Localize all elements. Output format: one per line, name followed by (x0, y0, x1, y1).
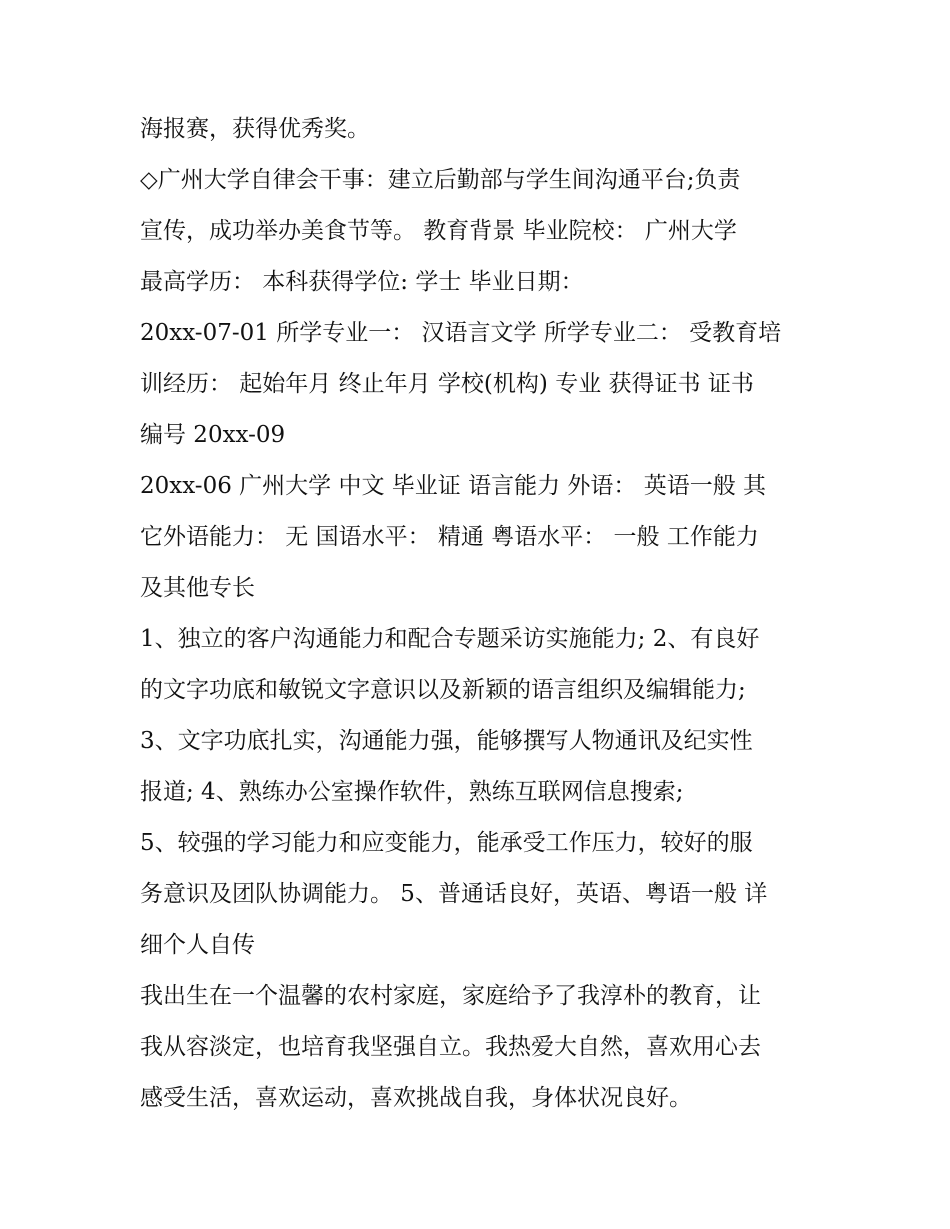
text-line: 海报赛，获得优秀奖。 (140, 116, 370, 142)
text-line: 报道; 4、熟练办公室操作软件，熟练互联网信息搜索; (140, 779, 684, 805)
text-line: ◇广州大学自律会干事：建立后勤部与学生间沟通平台;负责 (140, 167, 741, 193)
text-line: 宣传，成功举办美食节等。 教育背景 毕业院校： 广州大学 (140, 218, 737, 244)
text-line: 1、独立的客户沟通能力和配合专题采访实施能力; 2、有良好 (140, 626, 760, 652)
text-line: 20xx-06 广州大学 中文 毕业证 语言能力 外语： 英语一般 其 (140, 473, 767, 499)
text-line: 编号 20xx-09 (140, 422, 286, 448)
text-line: 务意识及团队协调能力。 5、普通话良好，英语、粤语一般 详 (140, 881, 768, 907)
text-line: 我从容淡定，也培育我坚强自立。我热爱大自然，喜欢用心去 (140, 1034, 761, 1060)
text-line: 及其他专长 (140, 575, 255, 601)
text-line: 的文字功底和敏锐文字意识以及新颖的语言组织及编辑能力; (140, 677, 746, 703)
text-line: 最高学历： 本科获得学位: 学士 毕业日期： (140, 269, 584, 295)
text-line: 20xx-07-01 所学专业一： 汉语言文学 所学专业二： 受教育培 (140, 320, 782, 346)
text-line: 感受生活，喜欢运动，喜欢挑战自我，身体状况良好。 (140, 1085, 692, 1111)
document-body (140, 104, 830, 1124)
text-line: 我出生在一个温馨的农村家庭，家庭给予了我淳朴的教育，让 (140, 983, 761, 1009)
text-line: 训经历： 起始年月 终止年月 学校(机构) 专业 获得证书 证书 (140, 371, 754, 397)
text-line: 5、较强的学习能力和应变能力，能承受工作压力，较好的服 (140, 830, 753, 856)
text-line: 细个人自传 (140, 932, 255, 958)
text-line: 3、文字功底扎实，沟通能力强，能够撰写人物通讯及纪实性 (140, 728, 753, 754)
text-line: 它外语能力： 无 国语水平： 精通 粤语水平： 一般 工作能力 (140, 524, 759, 550)
